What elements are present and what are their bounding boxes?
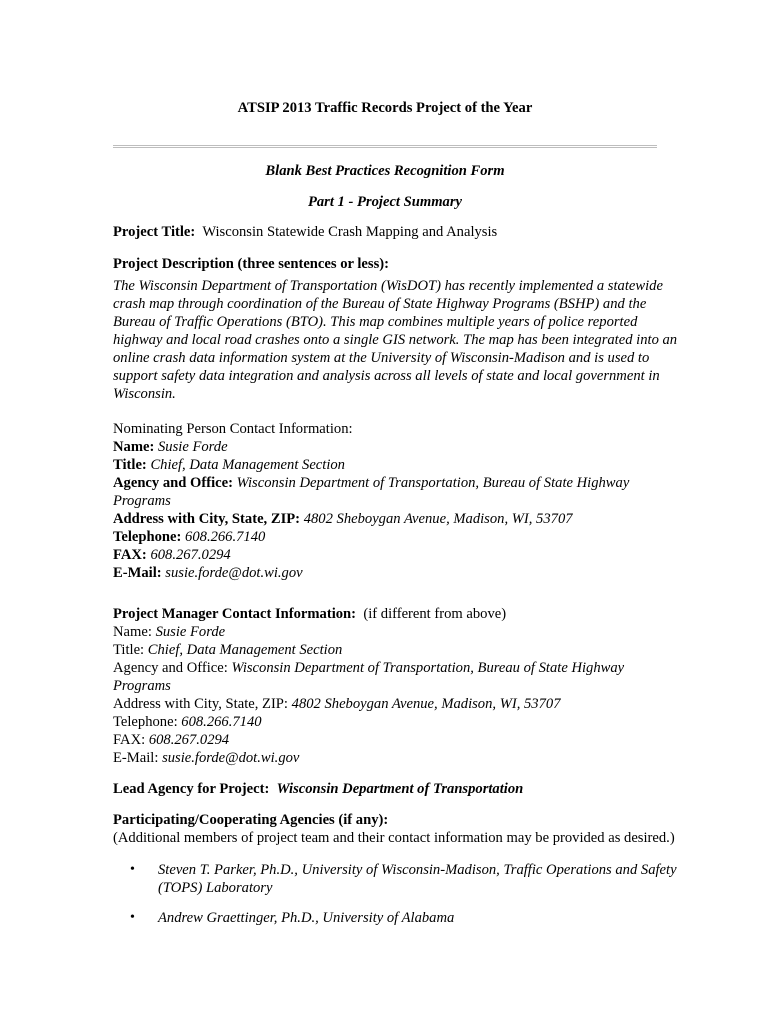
bullet-icon: • bbox=[130, 862, 135, 877]
description-line: online crash data information system at the University of Wisconsin-Madison and is used to bbox=[113, 350, 650, 366]
divider bbox=[113, 145, 657, 148]
nominating-title: Title: Chief, Data Management Section bbox=[113, 457, 345, 473]
form-title: Blank Best Practices Recognition Form bbox=[265, 163, 505, 179]
project-title-label: Project Title: bbox=[113, 224, 196, 240]
nominating-email: E-Mail: susie.forde@dot.wi.gov bbox=[113, 565, 303, 581]
nominating-fax: FAX: 608.267.0294 bbox=[113, 547, 231, 563]
document-title: ATSIP 2013 Traffic Records Project of the Year bbox=[237, 100, 533, 116]
project-title-value: Wisconsin Statewide Crash Mapping and Analysis bbox=[202, 224, 498, 240]
manager-fax: FAX: 608.267.0294 bbox=[113, 732, 230, 748]
list-item-cont: (TOPS) Laboratory bbox=[158, 880, 273, 896]
list-item: Steven T. Parker, Ph.D., University of Wisconsin-Madison, Traffic Operations and Safety bbox=[158, 862, 677, 878]
nominating-phone: Telephone: 608.266.7140 bbox=[113, 529, 266, 545]
description-line: Wisconsin. bbox=[113, 386, 176, 402]
manager-title: Title: Chief, Data Management Section bbox=[113, 642, 343, 658]
manager-agency: Agency and Office: Wisconsin Department of Transportation, Bureau of State Highway bbox=[113, 660, 625, 676]
nominating-name: Name: Susie Forde bbox=[113, 439, 228, 455]
manager-name: Name: Susie Forde bbox=[113, 624, 226, 640]
manager-agency-cont: Programs bbox=[113, 678, 171, 694]
nominating-agency: Agency and Office: Wisconsin Department of Transportation, Bureau of State Highway bbox=[113, 475, 630, 491]
nominating-agency-cont: Programs bbox=[113, 493, 171, 509]
description-line: The Wisconsin Department of Transportation (WisDOT) has recently implemented a statewide bbox=[113, 278, 663, 294]
manager-heading: Project Manager Contact Information: (if different from above) bbox=[113, 606, 507, 622]
lead-agency: Lead Agency for Project: Wisconsin Department of Transportation bbox=[113, 781, 524, 797]
manager-phone: Telephone: 608.266.7140 bbox=[113, 714, 262, 730]
description-line: support safety data integration and analysis across all levels of state and local government in bbox=[113, 368, 660, 384]
project-description-label: Project Description (three sentences or less): bbox=[113, 256, 389, 272]
manager-email: E-Mail: susie.forde@dot.wi.gov bbox=[113, 750, 300, 766]
bullet-icon: • bbox=[130, 910, 135, 925]
description-line: highway and local road crashes onto a single GIS network. The map has been integrated into an bbox=[113, 332, 678, 348]
project-title bbox=[113, 223, 497, 241]
part-title: Part 1 - Project Summary bbox=[307, 194, 463, 210]
nominating-address: Address with City, State, ZIP: 4802 Sheboygan Avenue, Madison, WI, 53707 bbox=[113, 511, 573, 527]
description-line: Bureau of Traffic Operations (BTO). This map combines multiple years of police reported bbox=[113, 314, 638, 330]
participating-note: (Additional members of project team and their contact information may be provided as desired.) bbox=[113, 830, 675, 846]
list-item: Andrew Graettinger, Ph.D., University of Alabama bbox=[158, 910, 455, 926]
manager-address: Address with City, State, ZIP: 4802 Sheboygan Avenue, Madison, WI, 53707 bbox=[113, 696, 561, 712]
participating-heading: Participating/Cooperating Agencies (if any): bbox=[113, 812, 389, 828]
description-line: crash map through coordination of the Bureau of State Highway Programs (BSHP) and the bbox=[113, 296, 647, 312]
nominating-heading: Nominating Person Contact Information: bbox=[113, 421, 353, 437]
